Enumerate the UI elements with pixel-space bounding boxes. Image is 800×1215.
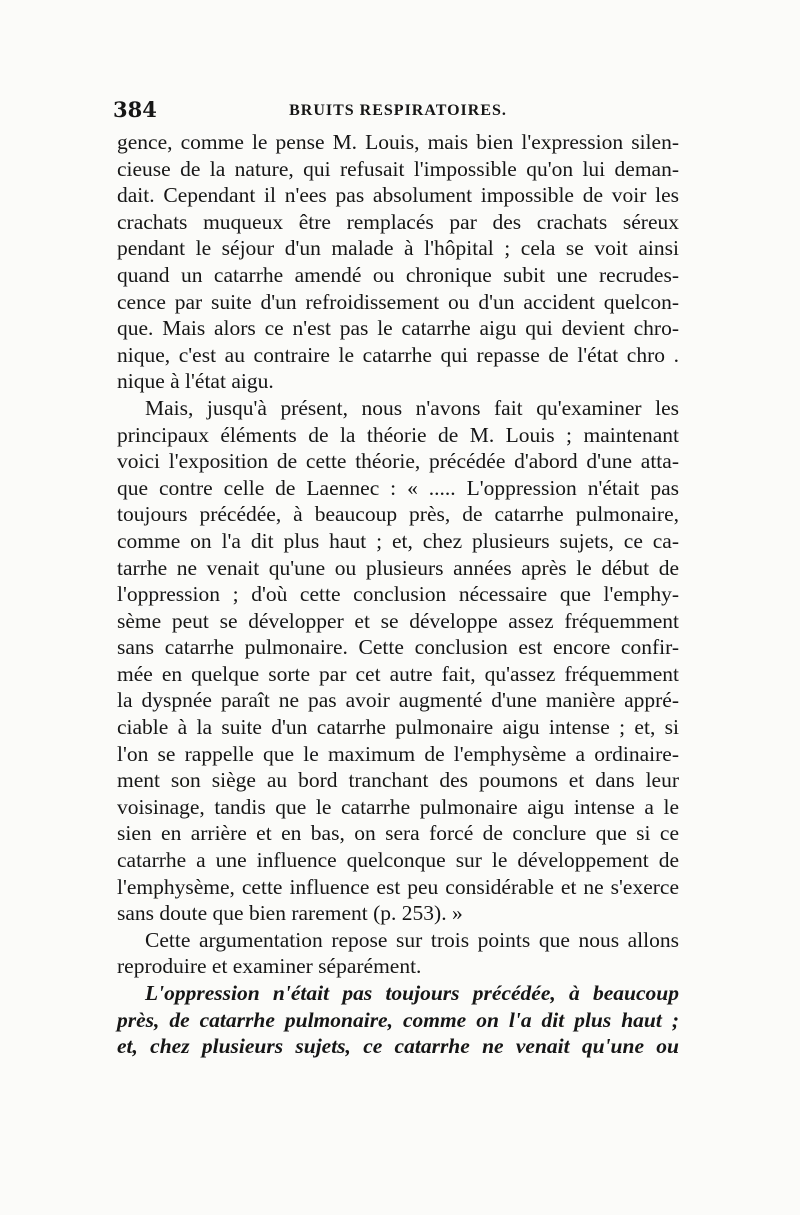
text-line: que. Mais alors ce n'est pas le catarrhe aigu qui devient chro- [117, 316, 679, 341]
text-line: et, chez plusieurs sujets, ce catarrhe ne venait qu'une ou [117, 1034, 679, 1059]
running-title: BRUITS RESPIRATOIRES. [289, 102, 507, 119]
text-line: comme on l'a dit plus haut ; et, chez plusieurs sujets, ce ca- [117, 528, 679, 553]
page-number: 384 [113, 97, 157, 122]
text-line: la dyspnée paraît ne pas avoir augmenté d'une manière appré- [117, 688, 679, 713]
text-line: reproduire et examiner séparément. [117, 954, 422, 979]
text-line: près, de catarrhe pulmonaire, comme on l'a dit plus haut ; [117, 1007, 679, 1032]
text-line: crachats muqueux être remplacés par des crachats séreux [117, 209, 679, 234]
text-line: quand un catarrhe amendé ou chronique subit une recrudes- [117, 262, 679, 287]
text-line: tarrhe ne venait qu'une ou plusieurs années après le début de [117, 555, 679, 580]
text-line: l'emphysème, cette influence est peu considérable et ne s'exerce [117, 874, 679, 899]
text-line: ment son siège au bord tranchant des poumons et dans leur [117, 768, 679, 793]
text-line: nique à l'état aigu. [117, 369, 274, 394]
text-line: L'oppression n'était pas toujours précédée, à beaucoup [145, 981, 679, 1005]
body-text [117, 129, 679, 1060]
text-line: principaux éléments de la théorie de M. Louis ; maintenant [117, 422, 679, 447]
text-line: dait. Cependant il n'ees pas absolument impossible de voir les [117, 183, 679, 208]
text-line: ciable à la suite d'un catarrhe pulmonaire aigu intense ; et, si [117, 715, 679, 740]
text-line: l'oppression ; d'où cette conclusion nécessaire que l'emphy- [117, 582, 679, 607]
text-line: pendant le séjour d'un malade à l'hôpital ; cela se voit ainsi [117, 236, 679, 261]
text-line: Mais, jusqu'à présent, nous n'avons fait qu'examiner les [145, 395, 679, 420]
text-line: voisinage, tandis que le catarrhe pulmonaire aigu intense a le [117, 794, 679, 819]
text-line: nique, c'est au contraire le catarrhe qui repasse de l'état chro . [117, 342, 679, 367]
text-line: Cette argumentation repose sur trois points que nous allons [145, 927, 679, 952]
text-line: mée en quelque sorte par cet autre fait, qu'assez fréquemment [117, 661, 679, 686]
text-line: catarrhe a une influence quelconque sur le développement de [117, 848, 679, 873]
text-line: gence, comme le pense M. Louis, mais bien l'expression silen- [117, 130, 679, 154]
text-line: voici l'exposition de cette théorie, précédée d'abord d'une atta- [117, 449, 679, 474]
text-line: sans catarrhe pulmonaire. Cette conclusion est encore confir- [117, 635, 679, 660]
text-line: sans doute que bien rarement (p. 253). » [117, 901, 463, 926]
text-line: cieuse de la nature, qui refusait l'impossible qu'on lui deman- [117, 156, 679, 181]
text-line: sème peut se développer et se développe assez fréquemment [117, 608, 679, 633]
text-line: cence par suite d'un refroidissement ou d'un accident quelcon- [117, 289, 679, 314]
text-line: que contre celle de Laennec : « ..... L'oppression n'était pas [117, 475, 679, 500]
text-line: sien en arrière et en bas, on sera forcé de conclure que si ce [117, 821, 679, 846]
text-line: l'on se rappelle que le maximum de l'emphysème a ordinaire- [117, 741, 679, 766]
page-header [113, 96, 683, 124]
text-line: toujours précédée, à beaucoup près, de catarrhe pulmonaire, [117, 502, 679, 527]
